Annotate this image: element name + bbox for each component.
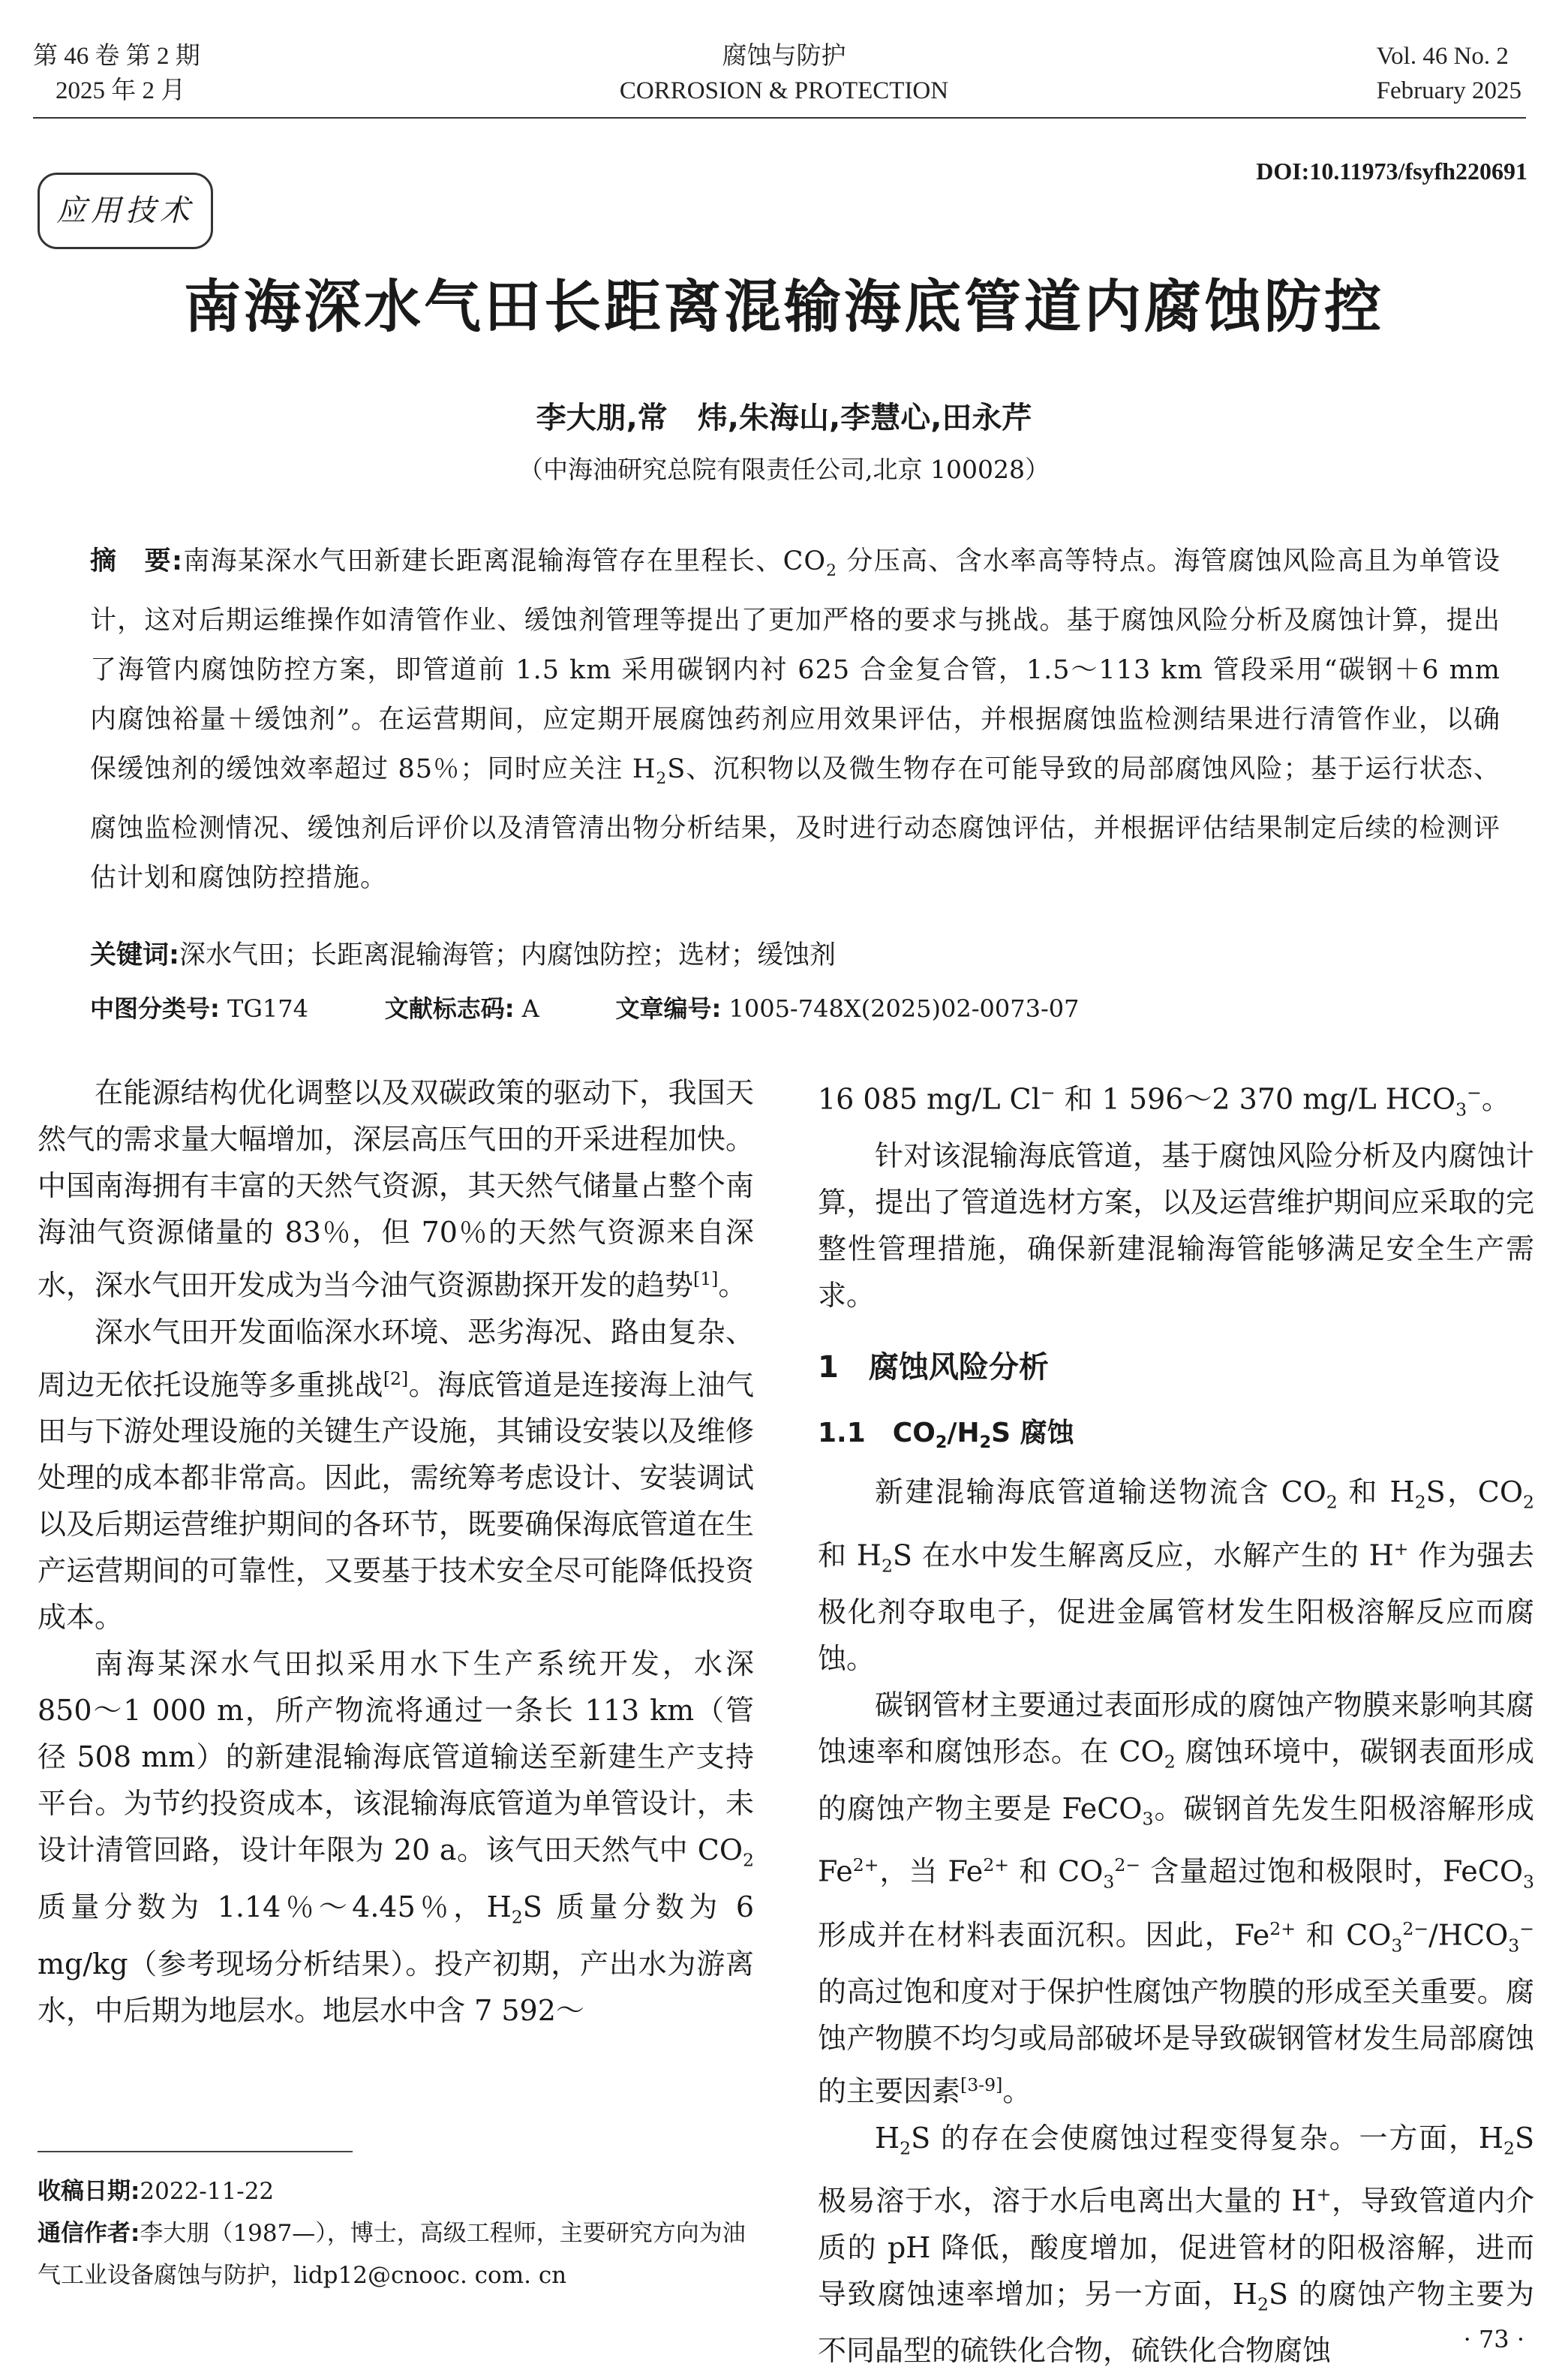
paragraph: 针对该混输海底管道，基于腐蚀风险分析及内腐蚀计算，提出了管道选材方案，以及运营维护期间应采取的完整性管理措施，确保新建混输海管能够满足安全生产需求。 [818,1139,1534,1313]
authors: 李大朋,常 炜,朱海山,李慧心,田永芹 [536,401,1032,435]
journal-volume-info-en [1377,39,1521,108]
citation: [2] [383,1367,409,1389]
subsection-heading: 1.1 $CO_2/H_2S$ 腐蚀 [818,1418,1074,1453]
abstract [90,537,1500,903]
article-title: 南海深水气田长距离混输海底管道内腐蚀防控 [184,273,1384,340]
footnote [38,2170,758,2296]
paragraph: 南海某深水气田拟采用水下生产系统开发，水深 850～1 000 m，所产物流将通过一条长 113 km（管径 508 mm）的新建混输海底管道输送至新建生产支持平台。为节约投资成本，该混输海底管道为单管设计，未设计清管回路，设计年限为 20 a。该气田天然气中 $CO_2$ 质量分数为 1.14％～4.45％，$H_2S$ 质量分数为 6 mg/kg（参考现场分析结果）。投产初期，产出水为游离水，中后期为地层水。地层水中含 7 592～ [38,1647,755,2027]
paragraph: 碳钢管材主要通过表面形成的腐蚀产物膜来影响其腐蚀速率和腐蚀形态。在 $CO_2$ 腐蚀环境中，碳钢表面形成的腐蚀产物主要是 FeCO$_3$。碳钢首先发生阳极溶解形成 $Fe^{2+}$，当 $Fe^{2+}$ 和 $CO_3^{2-}$ 含量超过饱和极限时，FeCO$_3$ 形成并在材料表面沉积。因此，$Fe^{2+}$ 和 $CO_3^{2-}/HCO_3^-$ 的高过饱和度对于保护性腐蚀产物膜的形成至关重要。腐蚀产物膜不均匀或局部破坏是导致碳钢管材发生局部腐蚀的主要因素[3-9]。 [818,1689,1535,2108]
classification-line [90,988,1500,1030]
abstract-label: 摘 要: [90,546,183,576]
paragraph: 新建混输海底管道输送物流含 $CO_2$ 和 $H_2S$，$CO_2$ 和 $H_2S$ 在水中发生解离反应，水解产生的 H+ 作为强去极化剂夺取电子，促进金属管材发生阳极溶解反应而腐蚀。 [818,1475,1534,1676]
page-number: · 73 · [1463,2325,1524,2353]
issue-date: 2025 年 2 月 [56,77,186,104]
abstract-text: 南海某深水气田新建长距离混输海管存在里程长、$CO_2$ 分压高、含水率高等特点。海管腐蚀风险高且为单管设计，这对后期运维操作如清管作业、缓蚀剂管理等提出了更加严格的要求与挑战。基于腐蚀风险分析及腐蚀计算，提出了海管内腐蚀防控方案，即管道前 1.5 km 采用碳钢内衬 625 合金复合管，1.5～113 km 管段采用“碳钢＋6 mm 内腐蚀裕量＋缓蚀剂”。在运营期间，应定期开展腐蚀药剂应用效果评估，并根据腐蚀监检测结果进行清管作业，以确保缓蚀剂的缓蚀效率超过 85％；同时应关注 $H_2S$、沉积物以及微生物存在可能导致的局部腐蚀风险；基于运行状态、腐蚀监检测情况、缓蚀剂后评价以及清管清出物分析结果，及时进行动态腐蚀评估，并根据评估结果制定后续的检测评估计划和腐蚀防控措施。 [90,546,1501,893]
volume-issue-en: Vol. 46 No. 2 [1376,43,1509,70]
citation: [1] [693,1268,719,1289]
paragraph: 深水气田开发面临深水环境、恶劣海况、路由复杂、周边无依托设施等多重挑战[2]。海底管道是连接海上油气田与下游处理设施的关键生产设施，其铺设安装以及维修处理的成本都非常高。因此，需统筹考虑设计、安装调试以及后期运营维护期间的各环节，既要确保海底管道在生产运营期间的可靠性，又要基于技术安全尽可能降低投资成本。 [38,1315,754,1635]
journal-name-cn: 腐蚀与防护 [722,43,846,70]
doi: DOI:10.11973/fsyfh220691 [1256,158,1527,185]
keywords-text: 深水气田；长距离混输海管；内腐蚀防控；选材；缓蚀剂 [179,940,837,970]
doc-code-value: A [521,994,539,1023]
paragraph: $H_2S$ 的存在会使腐蚀过程变得复杂。一方面，$H_2S$ 极易溶于水，溶于水后电离出大量的 H+，导致管道内介质的 pH 降低，酸度增加，促进管材的阳极溶解，进而导致腐蚀速率增加；另一方面，$H_2S$ 的腐蚀产物主要为不同晶型的硫铁化合物，硫铁化合物腐蚀 [818,2121,1534,2368]
journal-name-en: CORROSION & PROTECTION [619,77,949,104]
doc-code-label: 文献标志码: [384,994,515,1023]
article-no-label: 文章编号: [615,994,722,1023]
clc-value: TG174 [227,994,308,1023]
paragraph: 在能源结构优化调整以及双碳政策的驱动下，我国天然气的需求量大幅增加，深层高压气田的开采进程加快。中国南海拥有丰富的天然气资源，其天然气储量占整个南海油气资源储量的 83％，但 70％的天然气资源来自深水，深水气田开发成为当今油气资源勘探开发的趋势[1]。 [38,1076,754,1302]
keywords-label: 关键词: [90,940,179,970]
journal-name [525,39,1043,108]
header-divider [33,117,1526,119]
body-left-column [38,1069,754,2034]
received-date: 收稿日期:2022-11-22 [38,2178,275,2205]
section-heading: 1 腐蚀风险分析 [818,1350,1049,1385]
body-right-column [818,1069,1534,2374]
keywords [90,934,1500,976]
issue-date-en: February 2025 [1376,77,1521,104]
paragraph: 16 085 mg/L Cl− 和 1 596～2 370 mg/L $HCO_3^-$。 [818,1082,1510,1120]
footnote-divider [38,2151,353,2152]
volume-issue: 第 46 卷 第 2 期 [33,43,200,70]
article-no-value: 1005-748X(2025)02-0073-07 [728,994,1080,1023]
corresponding-author: 通信作者:李大朋（1987—），博士，高级工程师，主要研究方向为油气工业设备腐蚀与防护，lidp12@cnooc. com. cn [38,2220,746,2289]
journal-volume-info [33,39,200,108]
clc-label: 中图分类号: [90,994,220,1023]
citation: [3-9] [960,2074,1003,2095]
affiliation: （中海油研究总院有限责任公司,北京 100028） [518,455,1050,484]
section-tag: 应用技术 [38,173,213,249]
